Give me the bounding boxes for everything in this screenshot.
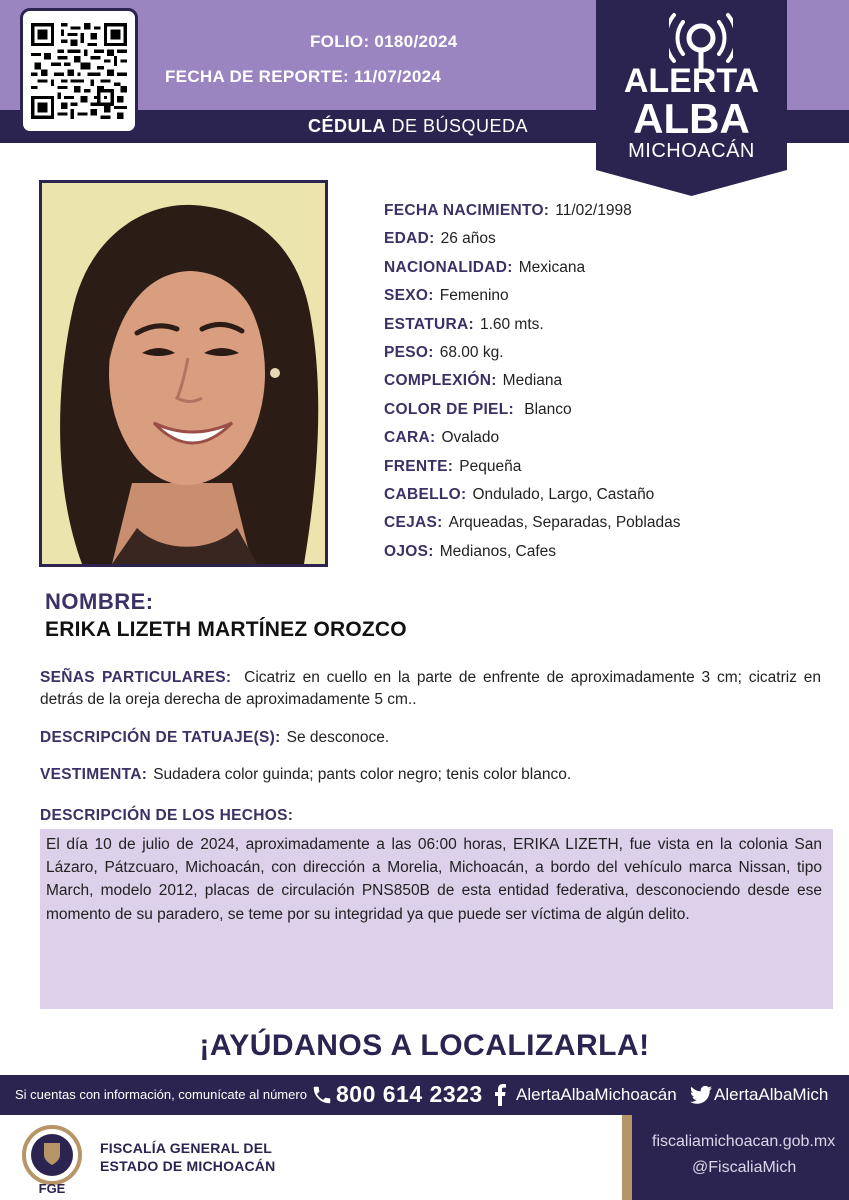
detail-value: Arqueadas, Separadas, Pobladas bbox=[448, 514, 681, 532]
detail-label: CEJAS: bbox=[384, 514, 443, 532]
social-handle[interactable]: @FiscaliaMich bbox=[692, 1159, 797, 1176]
detail-value: Medianos, Cafes bbox=[439, 542, 557, 560]
detail-label: FRENTE: bbox=[384, 457, 454, 475]
detail-row bbox=[384, 372, 834, 400]
detail-value: 11/02/1998 bbox=[555, 202, 632, 219]
facts-description: El día 10 de julio de 2024, aproximadamente a las 06:00 horas, ERIKA LIZETH, fue vista en la colonia San Lázaro, Pátzcuaro, Michoacán, con dirección a Morelia, Michoacán, a bordo del vehículo marca Nissan, tipo March, modelo 2012, placas de circulación PNS850B de esta entidad federativa, desconociendo desde ese momento de su paradero, se teme por su integridad ya que puede ser víctima de algún delito. bbox=[40, 829, 833, 1009]
detail-value: Mexicana bbox=[518, 258, 586, 276]
detail-label: SEXO: bbox=[384, 287, 434, 305]
call-to-action: ¡AYÚDANOS A LOCALIZARLA! bbox=[199, 1029, 650, 1062]
person-name: ERIKA LIZETH MARTÍNEZ OROZCO bbox=[45, 618, 407, 641]
detail-value: 68.00 kg. bbox=[439, 343, 504, 361]
alerta-alba-logo bbox=[596, 0, 787, 196]
detail-row bbox=[384, 259, 834, 287]
distinguishing-marks bbox=[40, 667, 821, 710]
phone-number[interactable]: 800 614 2323 bbox=[336, 1081, 483, 1107]
logo-line-alerta: ALERTA bbox=[623, 62, 760, 100]
detail-label: OJOS: bbox=[384, 542, 434, 560]
vestimenta-label: VESTIMENTA: bbox=[40, 766, 148, 783]
detail-row bbox=[384, 344, 834, 372]
detail-value: Ondulado, Largo, Castaño bbox=[472, 485, 655, 503]
detail-label: CABELLO: bbox=[384, 485, 467, 503]
detail-label: COLOR DE PIEL: bbox=[384, 400, 514, 418]
tatuaje-label: DESCRIPCIÓN DE TATUAJE(S): bbox=[40, 729, 281, 746]
tatuaje-value: Se desconoce. bbox=[286, 729, 390, 746]
detail-value: Blanco bbox=[519, 400, 572, 418]
detail-value: Mediana bbox=[502, 372, 563, 390]
detail-label: NACIONALIDAD: bbox=[384, 258, 513, 276]
detail-value: 26 años bbox=[440, 230, 496, 248]
detail-row bbox=[384, 543, 834, 571]
report-date: FECHA DE REPORTE: 11/07/2024 bbox=[165, 67, 442, 86]
detail-value: Femenino bbox=[439, 287, 509, 305]
cedula-rest: DE BÚSQUEDA bbox=[386, 116, 529, 136]
vestimenta-value: Sudadera color guinda; pants color negro; tenis color blanco. bbox=[153, 766, 572, 783]
phone-icon bbox=[311, 1084, 333, 1106]
tattoo-description bbox=[40, 727, 821, 749]
detail-row bbox=[384, 429, 834, 457]
detail-row bbox=[384, 486, 834, 514]
footer-institution-area bbox=[0, 1115, 622, 1200]
detail-label: EDAD: bbox=[384, 230, 435, 248]
name-label: NOMBRE: bbox=[45, 589, 154, 614]
senas-label: SEÑAS PARTICULARES: bbox=[40, 669, 232, 686]
footer-web-panel bbox=[622, 1115, 849, 1200]
missing-person-photo bbox=[39, 180, 328, 567]
facebook-icon bbox=[493, 1084, 507, 1106]
logo-line-michoacan: MICHOACÁN bbox=[628, 140, 755, 162]
detail-row bbox=[384, 458, 834, 486]
detail-row bbox=[384, 316, 834, 344]
detail-value: Ovalado bbox=[441, 429, 500, 447]
detail-row bbox=[384, 230, 834, 258]
folio-number: FOLIO: 0180/2024 bbox=[310, 32, 458, 51]
twitter-account[interactable]: AlertaAlbaMich bbox=[714, 1085, 829, 1104]
logo-line-alba: ALBA bbox=[633, 95, 750, 142]
institution-name bbox=[100, 1139, 275, 1175]
detail-row bbox=[384, 287, 834, 315]
facts-label: DESCRIPCIÓN DE LOS HECHOS: bbox=[40, 807, 294, 824]
seal-label: FGE bbox=[38, 1181, 66, 1195]
cedula-bold: CÉDULA bbox=[308, 116, 386, 136]
detail-value: 1.60 mts. bbox=[479, 315, 544, 333]
detail-value: Pequeña bbox=[459, 457, 522, 475]
physical-details-list bbox=[384, 202, 834, 571]
detail-label: COMPLEXIÓN: bbox=[384, 372, 497, 390]
qr-code-icon bbox=[20, 8, 138, 134]
detail-row bbox=[384, 401, 834, 429]
institution-line-1: FISCALÍA GENERAL DEL bbox=[100, 1140, 273, 1156]
detail-label: CARA: bbox=[384, 429, 436, 447]
fge-seal-icon bbox=[18, 1123, 86, 1195]
website-link[interactable]: fiscaliamichoacan.gob.mx bbox=[652, 1133, 836, 1150]
senas-value: Cicatriz en cuello en la parte de enfrente de aproximadamente 3 cm; cicatriz en detrás de la oreja derecha de aproximadamente 5 cm.. bbox=[40, 669, 821, 708]
facebook-account[interactable]: AlertaAlbaMichoacán bbox=[516, 1085, 677, 1104]
institution-line-2: ESTADO DE MICHOACÁN bbox=[100, 1158, 276, 1174]
detail-label: FECHA NACIMIENTO: bbox=[384, 202, 550, 219]
contact-text: Si cuentas con información, comunícate al número bbox=[15, 1087, 307, 1102]
document-type-title bbox=[308, 116, 528, 137]
detail-label: ESTATURA: bbox=[384, 315, 474, 333]
twitter-icon bbox=[690, 1085, 712, 1105]
clothing-description bbox=[40, 764, 821, 786]
contact-band bbox=[0, 1075, 849, 1115]
accent-bar bbox=[622, 1115, 632, 1200]
detail-row bbox=[384, 202, 834, 230]
detail-row bbox=[384, 514, 834, 542]
detail-label: PESO: bbox=[384, 343, 434, 361]
